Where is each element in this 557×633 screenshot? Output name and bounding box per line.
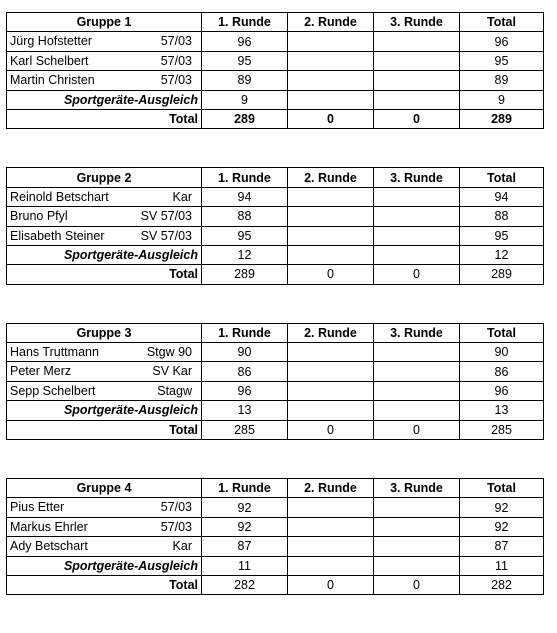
- player-cell: [7, 381, 202, 400]
- player-row: [7, 32, 544, 51]
- group-title: Gruppe 4: [7, 479, 202, 498]
- column-header-round-2: 2. Runde: [288, 323, 374, 342]
- group-title: Gruppe 1: [7, 13, 202, 32]
- score-round-2: [288, 226, 374, 245]
- score-round-1: 92: [202, 498, 288, 517]
- score-round-3: [374, 343, 460, 362]
- total-grand: 289: [460, 265, 544, 284]
- ausgleich-round-2: [288, 401, 374, 420]
- ausgleich-round-1: 13: [202, 401, 288, 420]
- group-title: Gruppe 3: [7, 323, 202, 342]
- group-header-row: [7, 168, 544, 187]
- total-round-1: 282: [202, 575, 288, 594]
- group-total-row: [7, 420, 544, 439]
- player-cell: [7, 362, 202, 381]
- score-round-1: 94: [202, 187, 288, 206]
- player-name: Jürg Hofstetter: [10, 34, 92, 49]
- score-round-1: 96: [202, 381, 288, 400]
- player-club: Stgw 90: [146, 345, 192, 360]
- column-header-round-1: 1. Runde: [202, 168, 288, 187]
- total-round-3: 0: [374, 265, 460, 284]
- ausgleich-round-3: [374, 90, 460, 109]
- column-header-round-3: 3. Runde: [374, 168, 460, 187]
- player-club: 57/03: [160, 519, 192, 534]
- group-total-row: [7, 109, 544, 128]
- ausgleich-label: Sportgeräte-Ausgleich: [7, 556, 202, 575]
- player-cell: [7, 71, 202, 90]
- player-cell: [7, 32, 202, 51]
- total-round-1: 285: [202, 420, 288, 439]
- player-name: Bruno Pfyl: [10, 209, 68, 224]
- score-round-2: [288, 51, 374, 70]
- player-row: [7, 343, 544, 362]
- score-round-3: [374, 51, 460, 70]
- ausgleich-round-2: [288, 90, 374, 109]
- column-header-round-2: 2. Runde: [288, 168, 374, 187]
- group-header-row: [7, 479, 544, 498]
- player-club: Kar: [172, 189, 192, 204]
- score-total: 89: [460, 71, 544, 90]
- player-name: Peter Merz: [10, 364, 72, 379]
- player-club: Kar: [172, 539, 192, 554]
- column-header-round-1: 1. Runde: [202, 323, 288, 342]
- ausgleich-round-1: 11: [202, 556, 288, 575]
- group-table-4: [6, 478, 544, 595]
- player-cell: [7, 51, 202, 70]
- score-total: 94: [460, 187, 544, 206]
- column-header-round-3: 3. Runde: [374, 323, 460, 342]
- ausgleich-total: 9: [460, 90, 544, 109]
- score-total: 95: [460, 226, 544, 245]
- ausgleich-round-3: [374, 245, 460, 264]
- score-round-2: [288, 517, 374, 536]
- column-header-round-2: 2. Runde: [288, 13, 374, 32]
- ausgleich-round-1: 9: [202, 90, 288, 109]
- ausgleich-round-2: [288, 245, 374, 264]
- score-total: 90: [460, 343, 544, 362]
- player-row: [7, 207, 544, 226]
- player-row: [7, 187, 544, 206]
- ausgleich-row: [7, 556, 544, 575]
- column-header-round-3: 3. Runde: [374, 13, 460, 32]
- total-round-3: 0: [374, 109, 460, 128]
- player-row: [7, 381, 544, 400]
- score-round-1: 95: [202, 226, 288, 245]
- score-round-1: 86: [202, 362, 288, 381]
- column-header-round-1: 1. Runde: [202, 13, 288, 32]
- player-club: SV Kar: [152, 364, 192, 379]
- total-round-2: 0: [288, 575, 374, 594]
- score-groups: [6, 12, 544, 633]
- player-name: Markus Ehrler: [10, 519, 88, 534]
- ausgleich-round-2: [288, 556, 374, 575]
- score-round-2: [288, 187, 374, 206]
- player-club: Stagw: [157, 383, 192, 398]
- column-header-total: Total: [460, 323, 544, 342]
- player-club: 57/03: [160, 73, 192, 88]
- ausgleich-round-3: [374, 401, 460, 420]
- column-header-round-3: 3. Runde: [374, 479, 460, 498]
- score-round-3: [374, 187, 460, 206]
- score-total: 95: [460, 51, 544, 70]
- score-total: 96: [460, 381, 544, 400]
- score-round-2: [288, 537, 374, 556]
- score-round-2: [288, 32, 374, 51]
- score-round-2: [288, 498, 374, 517]
- score-round-1: 95: [202, 51, 288, 70]
- group-table-3: [6, 323, 544, 440]
- score-round-2: [288, 381, 374, 400]
- score-round-2: [288, 343, 374, 362]
- score-round-1: 87: [202, 537, 288, 556]
- ausgleich-total: 11: [460, 556, 544, 575]
- player-cell: [7, 343, 202, 362]
- player-name: Pius Etter: [10, 500, 65, 515]
- ausgleich-round-3: [374, 556, 460, 575]
- score-total: 96: [460, 32, 544, 51]
- ausgleich-total: 13: [460, 401, 544, 420]
- player-row: [7, 498, 544, 517]
- player-cell: [7, 207, 202, 226]
- ausgleich-label: Sportgeräte-Ausgleich: [7, 90, 202, 109]
- score-round-1: 96: [202, 32, 288, 51]
- ausgleich-total: 12: [460, 245, 544, 264]
- score-round-3: [374, 226, 460, 245]
- total-grand: 289: [460, 109, 544, 128]
- column-header-total: Total: [460, 13, 544, 32]
- total-round-2: 0: [288, 265, 374, 284]
- player-row: [7, 362, 544, 381]
- player-name: Reinold Betschart: [10, 189, 109, 204]
- total-label: Total: [7, 575, 202, 594]
- player-cell: [7, 498, 202, 517]
- score-total: 88: [460, 207, 544, 226]
- score-round-3: [374, 517, 460, 536]
- total-round-2: 0: [288, 420, 374, 439]
- ausgleich-label: Sportgeräte-Ausgleich: [7, 401, 202, 420]
- player-club: 57/03: [160, 34, 192, 49]
- score-round-3: [374, 381, 460, 400]
- group-title: Gruppe 2: [7, 168, 202, 187]
- player-cell: [7, 187, 202, 206]
- total-round-1: 289: [202, 265, 288, 284]
- score-round-1: 90: [202, 343, 288, 362]
- total-round-3: 0: [374, 575, 460, 594]
- player-name: Hans Truttmann: [10, 345, 99, 360]
- column-header-round-1: 1. Runde: [202, 479, 288, 498]
- score-round-3: [374, 32, 460, 51]
- player-club: 57/03: [160, 500, 192, 515]
- player-name: Sepp Schelbert: [10, 383, 96, 398]
- score-round-2: [288, 71, 374, 90]
- group-total-row: [7, 575, 544, 594]
- total-label: Total: [7, 109, 202, 128]
- player-name: Ady Betschart: [10, 539, 88, 554]
- group-header-row: [7, 323, 544, 342]
- ausgleich-row: [7, 90, 544, 109]
- player-cell: [7, 537, 202, 556]
- column-header-round-2: 2. Runde: [288, 479, 374, 498]
- player-name: Elisabeth Steiner: [10, 228, 105, 243]
- player-row: [7, 226, 544, 245]
- score-round-1: 92: [202, 517, 288, 536]
- score-round-3: [374, 207, 460, 226]
- column-header-total: Total: [460, 479, 544, 498]
- ausgleich-label: Sportgeräte-Ausgleich: [7, 245, 202, 264]
- score-round-3: [374, 537, 460, 556]
- group-total-row: [7, 265, 544, 284]
- column-header-total: Total: [460, 168, 544, 187]
- score-round-1: 89: [202, 71, 288, 90]
- score-round-3: [374, 362, 460, 381]
- score-round-2: [288, 362, 374, 381]
- player-name: Martin Christen: [10, 73, 95, 88]
- score-total: 92: [460, 498, 544, 517]
- group-table-1: [6, 12, 544, 129]
- player-row: [7, 517, 544, 536]
- group-header-row: [7, 13, 544, 32]
- total-round-2: 0: [288, 109, 374, 128]
- total-round-3: 0: [374, 420, 460, 439]
- player-row: [7, 51, 544, 70]
- score-round-3: [374, 71, 460, 90]
- total-grand: 285: [460, 420, 544, 439]
- player-cell: [7, 517, 202, 536]
- player-row: [7, 537, 544, 556]
- player-club: 57/03: [160, 53, 192, 68]
- score-total: 92: [460, 517, 544, 536]
- ausgleich-round-1: 12: [202, 245, 288, 264]
- total-grand: 282: [460, 575, 544, 594]
- score-total: 86: [460, 362, 544, 381]
- total-label: Total: [7, 420, 202, 439]
- player-club: SV 57/03: [140, 228, 192, 243]
- total-label: Total: [7, 265, 202, 284]
- player-cell: [7, 226, 202, 245]
- player-row: [7, 71, 544, 90]
- ausgleich-row: [7, 245, 544, 264]
- score-round-1: 88: [202, 207, 288, 226]
- player-name: Karl Schelbert: [10, 53, 89, 68]
- player-club: SV 57/03: [140, 209, 192, 224]
- score-total: 87: [460, 537, 544, 556]
- score-round-2: [288, 207, 374, 226]
- ausgleich-row: [7, 401, 544, 420]
- score-round-3: [374, 498, 460, 517]
- total-round-1: 289: [202, 109, 288, 128]
- group-table-2: [6, 167, 544, 284]
